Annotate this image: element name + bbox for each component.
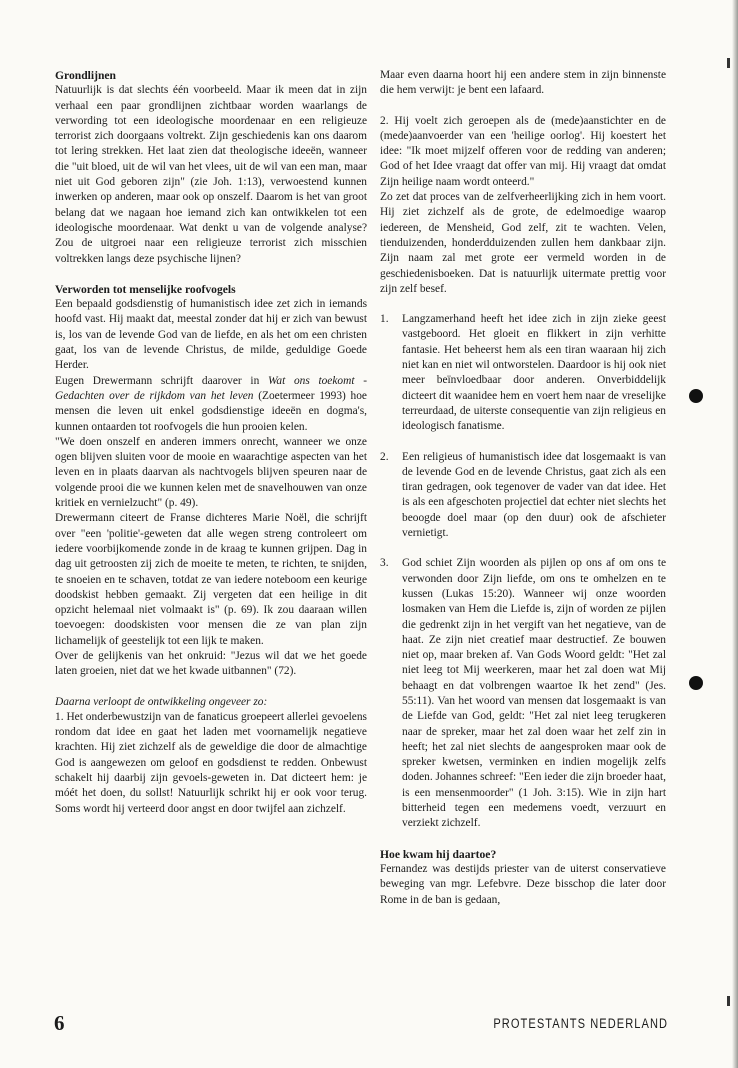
right-column (380, 68, 666, 908)
paragraph (55, 374, 367, 435)
text-run: (Zoetermeer 1993) hoe mensen die leven uit enkel godsdienstige ideeën en dogma's, kunnen ontaarden tot roofvogels die hun prooien kelen. (55, 389, 367, 433)
numbered-list (380, 312, 666, 832)
left-column (55, 68, 367, 817)
paragraph: Natuurlijk is dat slechts één voorbeeld. Maar ik meen dat in zijn verhaal een paar grondlijnen zichtbaar worden waarlangs de verwording tot een ideologische moordenaar en een religieuze terrorist zich doorgaans voltrekt. Zijn geschiedenis kan ons daarom tot lering strekken. Het laat zien dat theologische ideeën, wanneer die "uit bloed, uit de wil van het vlees, uit de wil van een man, maar niet uit God geboren zijn" (zie Joh. 1:13), verwoestend kunnen inwerken op anderen, maar ook op onszelf. Daarom is het van groot belang dat we nagaan hoe iemand zich kan ontwikkelen tot een ideologische moordenaar. Wat denkt u van de volgende analyse? Zou de uitgroei naar een religieuze terrorist zich misschien voltrekken langs deze psychische lijnen? (55, 84, 367, 265)
bullet-dot (689, 676, 703, 690)
italic-lead: Daarna verloopt de ontwikkeling ongeveer zo: (55, 695, 268, 708)
heading-grondlijnen: Grondlijnen (55, 69, 116, 82)
list-number: 3. (380, 557, 389, 570)
list-item (380, 556, 666, 831)
quote-paragraph: "We doen onszelf en anderen immers onrecht, wanneer we onze ogen blijven sluiten voor de mooie en waarachtige aspecten van het leven en in plaats daarvan als nachtvogels blijven speuren naar de volgende prooi die we kunnen kelen met de snavelhouwen van onze kritiek en vernielzucht" (p. 49). (55, 435, 367, 510)
paragraph: 2. Hij voelt zich geroepen als de (mede)aanstichter en de (mede)aanvoerder van een 'heilige oorlog'. Hij koestert het idee: "Ik moet mijzelf offeren voor de redding van anderen; God of het Idee vraagt dat offer van mij. Hij vraagt dat omdat Zijn heilige naam wordt onteerd." (380, 114, 666, 188)
list-item (380, 312, 666, 434)
paragraph: Maar even daarna hoort hij een andere stem in zijn binnenste die hem verwijt: je bent een lafaard. (380, 69, 666, 97)
list-number: 2. (380, 450, 389, 463)
page-edge (732, 0, 738, 1068)
binding-mark (727, 996, 730, 1006)
paragraph: Drewermann citeert de Franse dichteres Marie Noël, die schrijft over "een 'politie'-geweten dat alle wegen streng controleert om iedere voorbijkomende zonde in de kraag te kunnen grijpen. Dag in dag uit getroosten zij zich de moeite te meten, te richten, te snijden, te snoeien en te schaven, totdat ze van iedere noteboom een keurige doodskist hebben gemaakt. Zij vergeten dat een heilige in dit opzicht helemaal niet volmaakt is" (p. 69). Ik zou daaraan willen toevoegen: doodskisten voor mensen die ze van plan zijn lichamelijk of geestelijk tot een lijk te maken. (55, 512, 367, 647)
publication-name: PROTESTANTS NEDERLAND (493, 1016, 668, 1031)
list-item (380, 450, 666, 542)
bullet-dot (689, 389, 703, 403)
page-number: 6 (54, 1011, 65, 1035)
book-title: Wat ons toekomt - Gedachten over de rijkdom van het leven (55, 374, 367, 402)
list-number: 1. (380, 313, 389, 326)
heading-roofvogels: Verworden tot menselijke roofvogels (55, 282, 236, 296)
paragraph: Fernandez was destijds priester van de uiterst conservatieve beweging van mgr. Lefebvre. Deze bisschop die later door Rome in de ban is gedaan, (380, 862, 666, 906)
list-text: Een religieus of humanistisch idee dat losgemaakt is van de levende God en de levende Christus, gaat zich als een tiran gedragen, ook tegenover de vader van dat idee. Het is als een afgeschoten projectiel dat echter niet slechts het beoogde doel maar (op den duur) ook de afschieter vernietigt. (402, 450, 666, 540)
heading-hoe-kwam: Hoe kwam hij daartoe? (380, 847, 497, 861)
paragraph: 1. Het onderbewustzijn van de fanaticus groepeert allerlei gevoelens rondom dat idee en gaat het laden met voornamelijk negatieve krachten. Hij ziet zichzelf als de geweldige die door de almachtige God is aangewezen om geloof en godsdienst te redden. Onbewust schakelt hij daarbij zijn gevoels-geweten in. Dat dicteert hem: je móét het doen, du sollst! Natuurlijk schrikt hij er ook voor terug. Soms wordt hij verteerd door angst en door twijfel aan zichzelf. (55, 710, 367, 815)
list-text: Langzamerhand heeft het idee zich in zijn zieke geest vastgeboord. Het gloeit en flikkert in zijn verhitte fantasie. Het beheerst hem als een tiran waaraan hij zich niet kan en niet wil ontworstelen. Daardoor is hij ook niet meer beïnvloedbaar door anderen. Onverbiddelijk dicteert dit waanidee hem en voert hem naar de vreselijke terreurdaad, de uiterste consequentie van zijn religieus en ideologisch fanatisme. (402, 313, 666, 433)
paragraph: Een bepaald godsdienstig of humanistisch idee zet zich in iemands hoofd vast. Hij maakt dat, meestal zonder dat hij er zich van bewust is, los van de levende God van de liefde, en als het om een christen gaat, los van de levende Christus, de milde, geduldige Goede Herder. (55, 298, 367, 372)
list-text: God schiet Zijn woorden als pijlen op ons af om ons te verwonden door Zijn liefde, om ons te omhelzen en te kussen (Lukas 15:20). Wanneer wij onze woorden losmaken van Hem die Liefde is, zijn of worden ze pijlen die gedrenkt zijn in het vergift van het negatieve, van de haat. Ze zijn niet creatief maar destructief. Ze bouwen niet op, maar breken af. Van Gods Woord geldt: "Het zal niet leeg tot Mij weerkeren, maar het zal doen wat Mij behaagt en dat volbrengen waartoe Ik het zend" (Jes. 55:11). Van het woord van mensen dat losgemaakt is van de Liefde van God, geldt: "Het zal niet leeg terugkeren naar de spreker, maar het zal doen waar het zelf zin in heeft; het zal niet slechts de aangesproken maar ook de spreker kwetsen, verminken en indien mogelijk zelfs doden. Johannes schreef: "Een ieder die zijn broeder haat, is een mensenmoorder" (1 Joh. 3:15). Wie in zijn hart bitterheid tegen een medemens voedt, verzuurt en verziekt zichzelf. (402, 557, 666, 830)
binding-mark (727, 58, 730, 68)
paragraph: Zo zet dat proces van de zelfverheerlijking zich in hem voort. Hij ziet zichzelf als de grote, de edelmoedige waarop iedereen, de Mensheid, God zelf, zit te wachten. Velen, tienduizenden, honderdduizenden zullen hem dankbaar zijn. Zijn naam zal met grote eer vermeld worden in de geschiedenisboeken. Dat is natuurlijk uitermate prettig voor zijn zelf besef. (380, 191, 666, 295)
text-run: Eugen Drewermann schrijft daarover in (55, 374, 268, 387)
paragraph: Over de gelijkenis van het onkruid: "Jezus wil dat we het goede laten groeien, niet dat we het kwade uitbannen" (72). (55, 649, 367, 678)
